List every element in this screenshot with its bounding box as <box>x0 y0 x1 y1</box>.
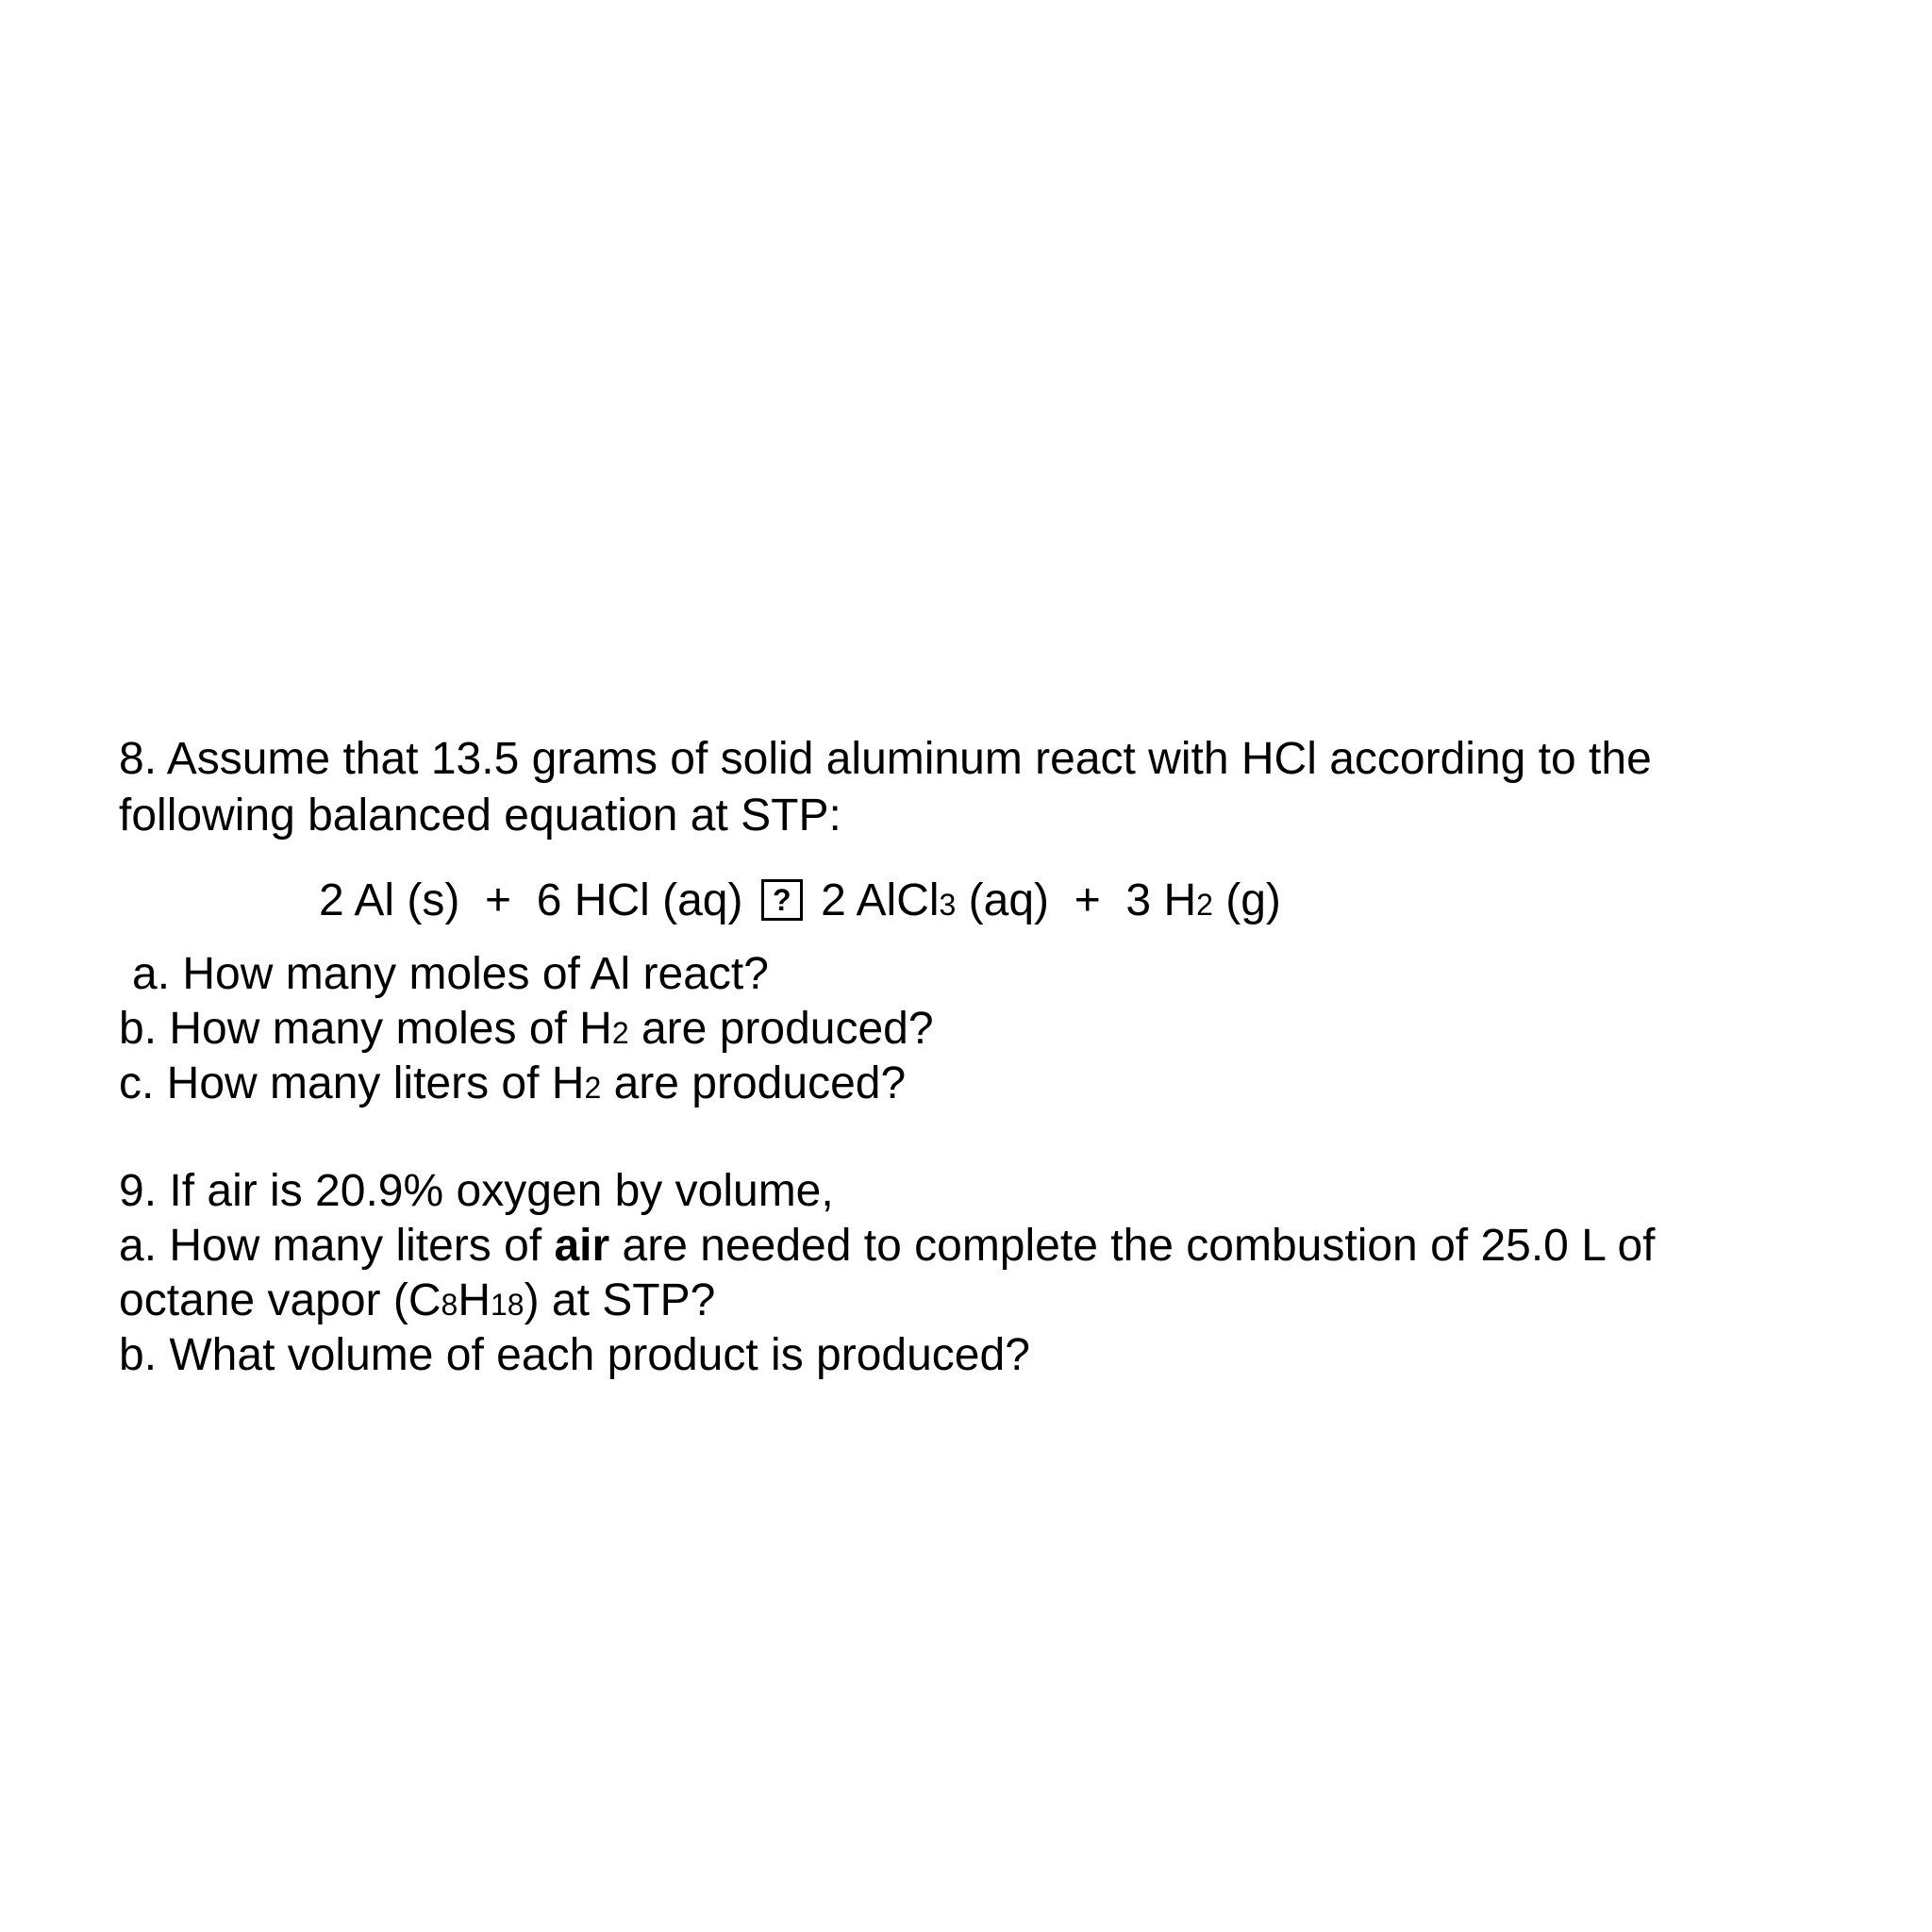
equation-subscript: 2 <box>1196 888 1213 922</box>
equation-subscript: 3 <box>939 888 957 922</box>
subscript: 18 <box>490 1288 525 1322</box>
equation-reactants: 2 Al (s) + 6 HCl (aq) <box>319 875 743 925</box>
subscript: 8 <box>441 1288 458 1322</box>
equation-state: (g) <box>1212 875 1281 925</box>
q9-part-a2-h: H <box>458 1275 491 1325</box>
q9-part-a-text: a. How many liters of <box>119 1221 555 1271</box>
q9-part-a-line-2 <box>119 1273 715 1333</box>
q8-part-b <box>119 1001 934 1061</box>
q8-part-a: a. How many moles of Al react? <box>132 949 769 999</box>
q8-part-c <box>119 1056 906 1116</box>
q8-part-b-text: b. How many moles of H <box>119 1004 612 1054</box>
bold-keyword: air <box>554 1221 610 1271</box>
q8-line-2: following balanced equation at STP: <box>119 791 841 841</box>
q9-part-a <box>119 1218 1656 1274</box>
q8-line-1: 8. Assume that 13.5 grams of solid aluminum react with HCl according to the <box>119 734 1652 784</box>
q8-part-b-text-end: are produced? <box>628 1004 934 1054</box>
q8-part-c-text: c. How many liters of H <box>119 1058 585 1108</box>
q9-part-a2-text-end: ) at STP? <box>524 1275 716 1325</box>
q9-line-1: 9. If air is 20.9% oxygen by volume, <box>119 1166 834 1216</box>
q9-part-b: b. What volume of each product is produced? <box>119 1330 1030 1380</box>
subscript: 2 <box>611 1016 629 1050</box>
q9-part-a2-text: octane vapor (C <box>119 1275 441 1325</box>
q9-part-a-text-end: are needed to complete the combustion of 25.0 L of <box>609 1221 1656 1271</box>
missing-arrow-icon: ? <box>761 879 803 921</box>
chemical-equation <box>319 873 1281 933</box>
equation-product-1: 2 AlCl <box>821 875 940 925</box>
equation-product-2: (aq) + 3 H <box>956 875 1197 925</box>
q8-part-c-text-end: are produced? <box>601 1058 907 1108</box>
subscript: 2 <box>584 1071 602 1105</box>
